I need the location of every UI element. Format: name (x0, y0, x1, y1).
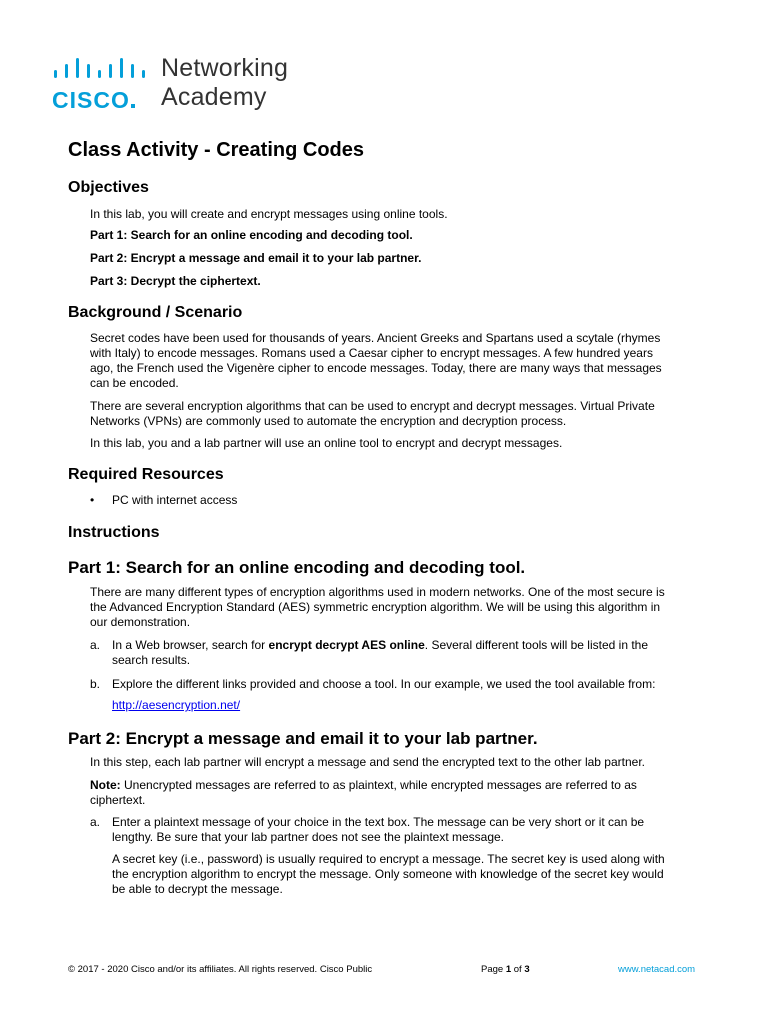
step-text: . Several different tools will be listed in the (424, 638, 649, 652)
search-term: encrypt decrypt AES online (268, 638, 425, 652)
footer-page-number (481, 964, 530, 975)
aesencryption-link[interactable]: http://aesencryption.net/ (112, 698, 241, 712)
objective-part-1: Part 1: Search for an online encoding and decoding tool. (90, 228, 413, 242)
background-heading: Background / Scenario (68, 304, 243, 321)
step-label: a. (90, 815, 101, 829)
objectives-heading: Objectives (68, 179, 149, 196)
background-paragraph-1 (90, 331, 700, 391)
note-paragraph (90, 778, 700, 808)
objectives-intro: In this lab, you will create and encrypt messages using online tools. (90, 207, 448, 221)
page-total: 3 (524, 964, 530, 975)
part-1-paragraph (90, 585, 700, 630)
text-line: our demonstration. (90, 615, 191, 629)
part-2-intro: In this step, each lab partner will encrypt a message and send the encrypted text to the other lab partner. (90, 755, 645, 769)
text-line: the encryption algorithm to encrypt the message. Only someone with knowledge of the secret key would (112, 867, 664, 881)
text-line: Secret codes have been used for thousands of years. Ancient Greeks and Spartans used a scytale (rhymes (90, 331, 661, 345)
text-line: ciphertext. (90, 793, 146, 807)
cisco-wordmark: CISCO (52, 87, 135, 114)
background-paragraph-3: In this lab, you and a lab partner will use an online tool to encrypt and decrypt messages. (90, 436, 563, 450)
text-line: There are several encryption algorithms that can be used to encrypt and decrypt messages. Virtual Private (90, 399, 655, 413)
text-line: with Italy) to encode messages. Romans used a Caesar cipher to encrypt messages. A few hundred years (90, 346, 653, 360)
logo-networking-text: Networking (161, 54, 289, 82)
part-1-heading: Part 1: Search for an online encoding and decoding tool. (68, 558, 526, 577)
note-label: Note: (90, 778, 121, 792)
background-paragraph-2 (90, 399, 700, 429)
text-line: lengthy. Be sure that your lab partner does not see the plaintext message. (112, 830, 505, 844)
part-1-step-a (112, 638, 702, 668)
aesencryption-link-wrapper (112, 698, 702, 713)
part-2-step-a (112, 815, 702, 845)
objective-part-2: Part 2: Encrypt a message and email it to your lab partner. (90, 251, 422, 265)
text-line: search results. (112, 653, 191, 667)
step-label: b. (90, 677, 101, 691)
footer-site-link[interactable]: www.netacad.com (618, 964, 696, 975)
logo-academy-text: Academy (161, 83, 267, 111)
text-line: can be encoded. (90, 376, 179, 390)
instructions-heading: Instructions (68, 524, 160, 541)
part-2-heading: Part 2: Encrypt a message and email it to your lab partner. (68, 729, 538, 748)
page-current: 1 (505, 964, 512, 975)
step-label: a. (90, 638, 101, 652)
resource-item: PC with internet access (112, 493, 238, 507)
page-prefix: Page (481, 964, 506, 975)
part-1-step-b: Explore the different links provided and choose a tool. In our example, we used the tool available from: (112, 677, 656, 691)
part-2-step-a-secret-key (112, 852, 702, 897)
text-line: ago, the French used the Vigenère cipher to encode messages. Today, there are many ways that messages (90, 361, 662, 375)
footer-copyright: © 2017 - 2020 Cisco and/or its affiliates. All rights reserved. Cisco Public (68, 964, 373, 975)
text-line: A secret key (i.e., password) is usually required to encrypt a message. The secret key is used along with (112, 852, 665, 866)
page-of: of (511, 964, 525, 975)
cisco-networking-academy-logo (52, 56, 312, 118)
page-title: Class Activity - Creating Codes (68, 139, 365, 161)
note-text: Unencrypted messages are referred to as plaintext, while encrypted messages are referred to as (120, 778, 637, 792)
text-line: be able to decrypt the message. (112, 882, 283, 896)
text-line: Enter a plaintext message of your choice in the text box. The message can be very short or it can be (112, 815, 645, 829)
resources-heading: Required Resources (68, 466, 224, 483)
objective-part-3: Part 3: Decrypt the ciphertext. (90, 274, 261, 288)
bullet-icon: • (90, 493, 95, 507)
text-line: Networks (VPNs) are commonly used to automate the encryption and decryption process. (90, 414, 567, 428)
text-line: There are many different types of encryption algorithms used in modern networks. One of the most secure is (90, 585, 665, 599)
cisco-bars-icon (52, 56, 152, 84)
step-text: In a Web browser, search for (112, 638, 269, 652)
text-line: the Advanced Encryption Standard (AES) symmetric encryption algorithm. We will be using this algorithm in (90, 600, 661, 614)
